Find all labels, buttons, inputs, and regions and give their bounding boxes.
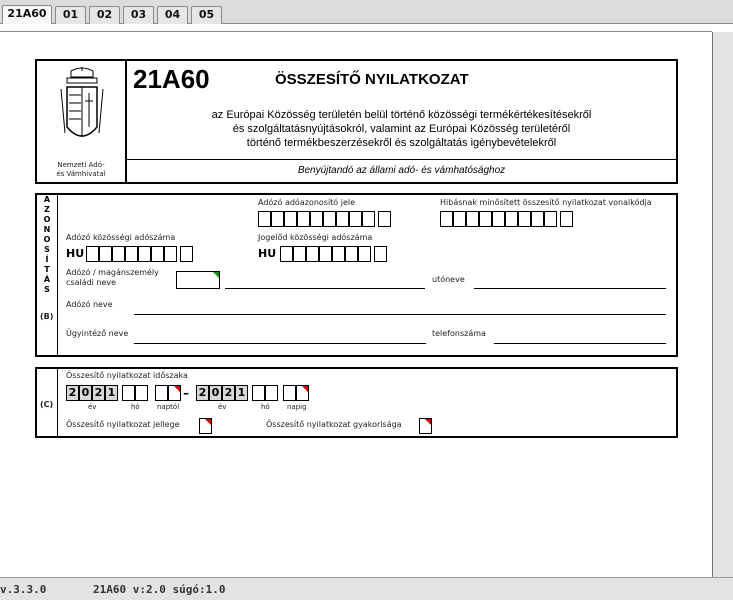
- section-b-side-label: A Z O N O S Í T Á S: [43, 195, 51, 294]
- name-prefix-input[interactable]: [176, 271, 220, 289]
- period-label: Összesítő nyilatkozat időszaka: [66, 371, 188, 380]
- admin-name-input[interactable]: [134, 343, 426, 344]
- section-c-code: (C): [40, 400, 54, 409]
- phone-label: telefonszáma: [432, 329, 486, 338]
- family-name-label-2: családi neve: [66, 278, 117, 287]
- from-year-label: év: [88, 403, 97, 411]
- community-tax-label: Adózó közösségi adószáma: [66, 233, 176, 242]
- form-title: ÖSSZESÍTŐ NYILATKOZAT: [275, 71, 469, 88]
- desc-line-2: és szolgáltatásnyújtásokról, valamint az Európai Közösség területéről: [232, 123, 571, 135]
- to-year-label: év: [218, 403, 227, 411]
- from-day-label: naptól: [157, 403, 180, 411]
- section-b-code: (B): [40, 312, 54, 321]
- desc-line-3: történő termékbeszerzésekről és szolgáltatás igénybevételekről: [246, 137, 557, 149]
- tab-02[interactable]: 02: [89, 6, 120, 24]
- hu-prefix-predecessor: HU: [258, 247, 277, 260]
- tab-01[interactable]: 01: [55, 6, 86, 24]
- header-frame: [35, 59, 678, 184]
- frequency-label: Összesítő nyilatkozat gyakorisága: [266, 420, 402, 429]
- authority-line-1: Nemzeti Adó-: [57, 161, 105, 169]
- tab-03[interactable]: 03: [123, 6, 154, 24]
- period-dash: –: [183, 386, 189, 400]
- taxpayer-name-label: Adózó neve: [66, 300, 113, 309]
- page-top-border: [0, 31, 712, 32]
- to-day-label: napig: [287, 403, 307, 411]
- submit-to: Benyújtandó az állami adó- és vámhatósághoz: [297, 165, 506, 176]
- hu-prefix: HU: [66, 247, 85, 260]
- tab-04[interactable]: 04: [157, 6, 188, 24]
- status-bar: [0, 577, 733, 600]
- admin-name-label: Ügyintéző neve: [66, 329, 129, 338]
- authority-line-2: és Vámhivatal: [56, 170, 106, 178]
- tab-bar: [0, 0, 733, 24]
- frequency-input[interactable]: [419, 418, 432, 434]
- form-version: 21A60 v:2.0 súgó:1.0: [93, 583, 226, 596]
- tab-21a60[interactable]: 21A60: [2, 5, 52, 25]
- taxpayer-name-input[interactable]: [134, 314, 666, 315]
- given-name-input[interactable]: [474, 288, 666, 289]
- phone-input[interactable]: [494, 343, 666, 344]
- given-name-label: utóneve: [432, 275, 465, 284]
- family-name-label-1: Adózó / magánszemély: [66, 268, 159, 277]
- predecessor-tax-label: Jogelőd közösségi adószáma: [258, 233, 373, 242]
- app-version: v.3.3.0: [0, 583, 47, 596]
- barcode-label: Hibásnak minősített összesítő nyilatkozat vonalkódja: [440, 198, 652, 207]
- family-name-input[interactable]: [225, 288, 425, 289]
- vertical-scrollbar[interactable]: [712, 32, 733, 577]
- nature-label: Összesítő nyilatkozat jellege: [66, 420, 180, 429]
- tax-id-label: Adózó adóazonosító jele: [258, 198, 356, 207]
- desc-line-1: az Európai Közösség területén belül történő közösségi termékértékesítésekről: [211, 109, 592, 121]
- to-month-label: hó: [261, 403, 270, 411]
- form-code: 21A60: [133, 64, 210, 94]
- tab-05[interactable]: 05: [191, 6, 222, 24]
- coat-of-arms-icon: [59, 67, 105, 157]
- nature-input[interactable]: [199, 418, 212, 434]
- from-month-label: hó: [131, 403, 140, 411]
